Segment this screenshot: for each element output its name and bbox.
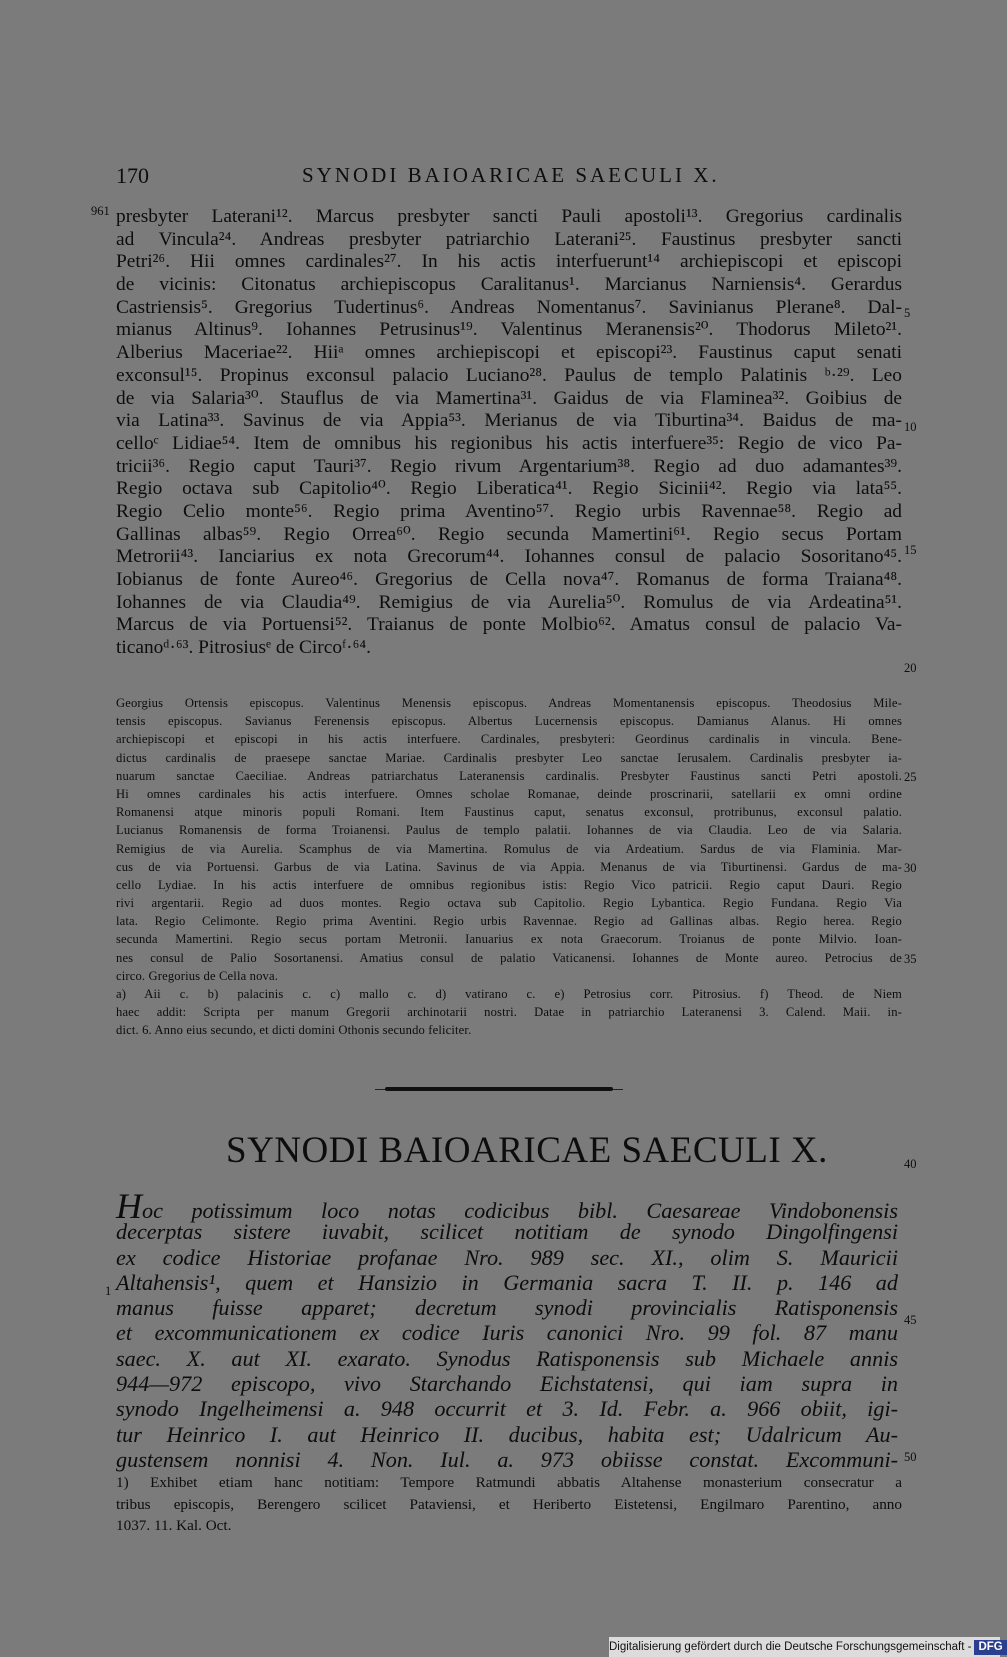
funding-banner <box>609 1637 1003 1657</box>
margin-line-number: 20 <box>904 661 917 675</box>
running-title: SYNODI BAIOARICAE SAECULI X. <box>302 163 720 187</box>
page-header <box>116 163 908 193</box>
margin-line-number: 50 <box>904 1450 917 1464</box>
note-line: secunda Mamertini. Regio secus portam Metronii. Ianuarius ex nota Graecorum. Troianus de ponte Milvio. Ioan- <box>116 932 902 947</box>
page-number: 170 <box>116 163 149 188</box>
footnote-line: tribus episcopis, Berengero scilicet Pataviensi, et Heriberto Eistetensi, Engilmaro Parentino, anno <box>116 1495 902 1513</box>
margin-line-number: 15 <box>904 543 917 557</box>
intro-line: synodo Ingelheimensi a. 948 occurrit et 3. Id. Febr. a. 966 obiit, igi- <box>116 1396 898 1422</box>
text-line: mianus Altinus⁹. Iohannes Petrusinus¹⁹. Valentinus Meranensis²⁰. Thodorus Mileto²¹. <box>116 319 902 341</box>
note-line: Lucianus Romanensis de forma Troianensi. Paulus de templo palatii. Iohannes de via Claudia. Leo de via Salaria. <box>116 823 902 838</box>
apparatus-line: haec addit: Scripta per manum Gregorii archinotarii nostri. Datae in patriarchio Lateranensi 3. Calend. Maii. in- <box>116 1005 902 1020</box>
margin-line-number: 10 <box>904 420 917 434</box>
text-line: Castriensis⁵. Gregorius Tudertinus⁶. Andreas Nomentanus⁷. Savinianus Plerane⁸. Dal- <box>116 296 902 318</box>
note-line: circo. Gregorius de Cella nova. <box>116 968 279 983</box>
text-line: de vicinis: Citonatus archiepiscopus Caralitanus¹. Marcianus Narniensis⁴. Gerardus <box>116 274 902 296</box>
text-line: Metrorii⁴³. Ianciarius ex nota Grecorum⁴⁴. Iohannes consul de palacio Sosoritano⁴⁵. <box>116 546 902 568</box>
intro-line: manus fuisse apparet; decretum synodi provincialis Ratisponensis <box>116 1295 898 1321</box>
text-line: de via Salaria³⁰. Stauflus de via Mamertina³¹. Gaidus de via Flaminea³². Goibius de <box>116 387 902 409</box>
main-text <box>116 206 902 660</box>
apparatus-line: dict. 6. Anno eius secundo, et dicti domini Othonis secundo feliciter. <box>116 1023 472 1038</box>
intro-line: ex codice Historiae profanae Nro. 989 sec. XI., olim S. Mauricii <box>116 1244 898 1270</box>
text-line: ad Vincula²⁴. Andreas presbyter patriarchio Laterani²⁵. Faustinus presbyter sancti <box>116 228 902 250</box>
intro-text <box>116 1186 898 1472</box>
note-line: rivi argentarii. Regio ad duos montes. Regio octava sub Capitolio. Regio Lybantica. Regio Fundana. Regio Via <box>116 896 902 911</box>
margin-line-number: 30 <box>904 861 917 875</box>
text-line: via Latina³³. Savinus de via Appia⁵³. Merianus de via Tiburtina³⁴. Baidus de ma- <box>116 410 902 432</box>
text-line: Regio Celio monte⁵⁶. Regio prima Aventino⁵⁷. Regio urbis Ravennae⁵⁸. Regio ad <box>116 500 902 522</box>
intro-line <box>116 1186 898 1226</box>
intro-line: tur Heinrico I. aut Heinrico II. ducibus, habita est; Udalricum Au- <box>116 1421 898 1447</box>
note-line: dictus cardinalis de praesepe sanctae Mariae. Cardinalis presbyter Leo sanctae Ierusalem. Cardinalis presbyter ia- <box>116 750 902 765</box>
note-line: tensis episcopus. Savianus Ferenensis episcopus. Albertus Lucernensis episcopus. Damianus Alanus. Hi omnes <box>116 714 902 729</box>
note-line: cello Lydiae. In his actis interfuere de omnibus regionibus istis: Regio Vico patricii. Regio caput Dauri. Regio <box>116 877 902 892</box>
margin-line-number: 45 <box>904 1313 917 1327</box>
margin-line-number: 35 <box>904 952 917 966</box>
text-line: Petri²⁶. Hii omnes cardinales²⁷. In his actis interfuerunt¹⁴ archiepiscopi et episcopi <box>116 251 902 273</box>
text-line: Iobianus de fonte Aureo⁴⁶. Gregorius de Cella nova⁴⁷. Romanus de forma Traiana⁴⁸. <box>116 569 902 590</box>
text-line: Gallinas albas⁵⁹. Regio Orrea⁶⁰. Regio secunda Mamertini⁶¹. Regio secus Portam <box>116 523 902 545</box>
intro-line: gustensem nonnisi 4. Non. Iul. a. 973 obiisse constat. Excommuni- <box>116 1446 898 1472</box>
initial-letter: H <box>116 1186 142 1226</box>
notes-text <box>116 694 902 1040</box>
note-line: nes consul de Palio Sosortanensi. Amatius consul de palatio Vaticanensi. Iohannes de Monte aureo. Petrocius de <box>116 950 902 965</box>
margin-year: 961 <box>91 204 110 218</box>
margin-line-number: 5 <box>904 306 911 320</box>
margin-line-number: 40 <box>904 1157 917 1171</box>
margin-footnote-ref: 1 <box>105 1284 112 1298</box>
note-line: lata. Regio Celimonte. Regio prima Aventini. Regio urbis Ravennae. Regio ad Gallinas albas. Regio herea. Regio <box>116 914 902 929</box>
section-divider <box>385 1086 613 1094</box>
text-line: ticanoᵈ·⁶³. Pitrosiusᵉ de Circoᶠ·⁶⁴. <box>116 637 371 659</box>
footnote <box>116 1472 902 1537</box>
intro-line: 944—972 episcopo, vivo Starchando Eichstatensi, qui iam supra in <box>116 1371 898 1397</box>
text-line: Alberius Maceriae²². Hiiᵃ omnes archiepiscopi et episcopi²³. Faustinus caput senati <box>116 342 902 364</box>
banner-text: Digitalisierung gefördert durch die Deutsche Forschungsgemeinschaft - <box>609 1641 972 1653</box>
text-line: celloᶜ Lidiae⁵⁴. Item de omnibus his regionibus his actis interfuere³⁵: Regio de vico Pa- <box>116 432 902 454</box>
footnote-line: 1037. 11. Kal. Oct. <box>116 1517 232 1534</box>
note-line: Georgius Ortensis episcopus. Valentinus Menensis episcopus. Andreas Momentanensis episcopus. Theodosius Mile- <box>116 696 902 710</box>
note-line: nuarum sanctae Caeciliae. Andreas patriarchatus Lateranensis cardinalis. Presbyter Faustinus sancti Petri apostoli. <box>116 768 902 783</box>
intro-line: saec. X. aut XI. exarato. Synodus Ratisponensis sub Michaele annis <box>116 1345 898 1371</box>
note-line: Hi omnes cardinales his actis interfuere. Omnes scholae Romanae, deinde proscrinarii, satellarii ex omni ordine <box>116 786 902 801</box>
note-line: cus de via Portuensi. Garbus de via Latina. Savinus de via Appia. Menanus de via Tiburtinensi. Gardus de ma- <box>116 859 902 874</box>
margin-line-number: 25 <box>904 770 917 784</box>
apparatus-line: a) Aii c. b) palacinis c. c) mallo c. d) vatirano c. e) Petrosius corr. Pitrosius. f) Theod. de Niem <box>116 987 902 1001</box>
note-line: Romanensi atque minoris populi Romani. Item Faustinus caput, senatus exconsul, protribunus, exconsul palatio. <box>116 805 902 820</box>
section-title: SYNODI BAIOARICAE SAECULI X. <box>226 1130 828 1171</box>
dfg-logo: DFG <box>974 1640 1006 1655</box>
intro-line: et excommunicationem ex codice Iuris canonici Nro. 99 fol. 87 manu <box>116 1320 898 1346</box>
footnote-line: 1) Exhibet etiam hanc notitiam: Tempore Ratmundi abbatis Altahense monasterium consecratur a <box>116 1474 902 1491</box>
text-line: Iohannes de via Claudia⁴⁹. Remigius de via Aurelia⁵⁰. Romulus de via Ardeatina⁵¹. <box>116 591 902 613</box>
intro-line: Altahensis¹, quem et Hansizio in Germania sacra T. II. p. 146 ad <box>116 1269 898 1295</box>
text-line: tricii³⁶. Regio caput Tauri³⁷. Regio rivum Argentarium³⁸. Regio ad duo adamantes³⁹. <box>116 455 902 477</box>
text-line: Marcus de via Portuensi⁵². Traianus de ponte Molbio⁶². Amatus consul de palacio Va- <box>116 614 902 636</box>
note-line: Remigius de via Aurelia. Scamphus de via Mamertina. Romulus de via Ardeatium. Sardus de via Flaminia. Mar- <box>116 841 902 856</box>
intro-line: decerptas sistere iuvabit, scilicet notitiam de synodo Dingolfingensi <box>116 1219 898 1245</box>
text-line: Regio octava sub Capitolio⁴⁰. Regio Liberatica⁴¹. Regio Sicinii⁴². Regio via lata⁵⁵. <box>116 478 902 500</box>
text-line: exconsul¹⁵. Propinus exconsul palacio Luciano²⁸. Paulus de templo Palatinis ᵇ·²⁹. Leo <box>116 364 902 386</box>
note-line: archiepiscopi et episcopi in his actis interfuere. Cardinales, presbyteri: Geordinus cardinalis in vincula. Bene- <box>116 732 902 747</box>
intro-line-text: oc potissimum loco notas codicibus bibl. Caesareae Vindobonensis <box>142 1198 898 1223</box>
text-line: presbyter Laterani¹². Marcus presbyter sancti Pauli apostoli¹³. Gregorius cardinalis <box>116 206 902 227</box>
